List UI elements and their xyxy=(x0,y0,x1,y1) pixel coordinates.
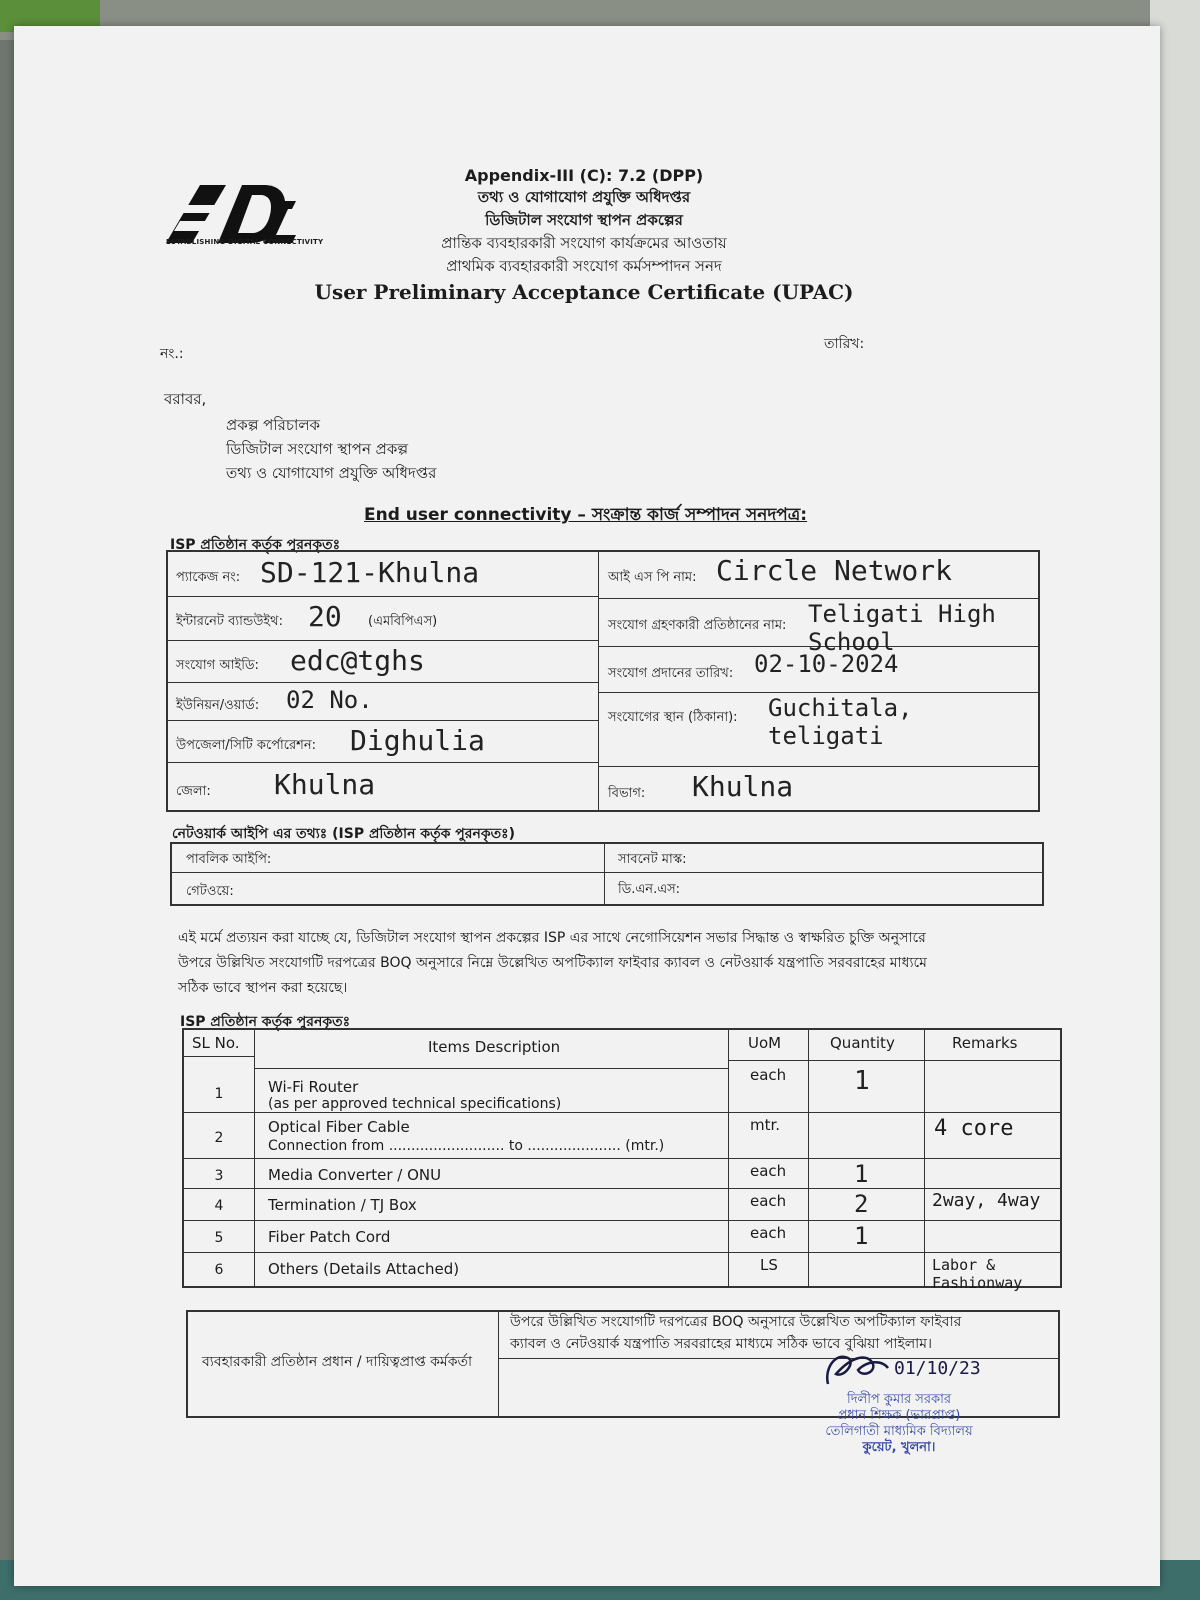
network-heading: নেটওয়ার্ক আইপি এর তথ্যঃ (ISP প্রতিষ্ঠান কর্তৃক পুরনকৃতঃ) xyxy=(172,826,516,842)
row-2-desc: Optical Fiber Cable xyxy=(268,1118,410,1136)
boq-statement-line-2: উপরে উল্লিখিত সংযোগটি দরপত্রের BOQ অনুসারে নিম্নে উল্লেখিত অপটিক্যাল ফাইবার ক্যাবল ও নেটওয়ার্ক যন্ত্রপাতি সরবরাহের মাধ্যমে xyxy=(178,955,927,971)
connection-id-value: edc@tghs xyxy=(290,644,425,677)
bandwidth-label: ইন্টারনেট ব্যান্ডউইথ: xyxy=(176,614,283,629)
row-2-desc-sub: Connection from .......................... to ..................... (mtr.) xyxy=(268,1138,665,1154)
network-table xyxy=(170,842,1044,906)
row-6-desc: Others (Details Attached) xyxy=(268,1260,460,1278)
date-label: তারিখ: xyxy=(824,336,865,352)
row-4-qty: 2 xyxy=(854,1190,869,1218)
program-name: প্রান্তিক ব্যবহারকারী সংযোগ কার্যক্রমের আওতায় xyxy=(441,234,727,252)
appendix-ref: Appendix-III (C): 7.2 (DPP) xyxy=(464,166,704,185)
row-4-uom: each xyxy=(750,1192,787,1210)
district-label: জেলা: xyxy=(176,784,211,799)
recipient-line-2: ডিজিটাল সংযোগ স্থাপন প্রকল্প xyxy=(226,440,409,458)
row-6-remarks: Labor & Fashionway xyxy=(932,1256,1023,1292)
isp-section-heading: ISP প্রতিষ্ঠান কর্তৃক পুরনকৃতঃ xyxy=(170,537,341,553)
bandwidth-unit: (এমবিপিএস) xyxy=(368,614,438,629)
connection-date-value: 02-10-2024 xyxy=(754,650,899,678)
row-3-uom: each xyxy=(750,1162,787,1180)
row-4-desc: Termination / TJ Box xyxy=(268,1196,417,1214)
row-5-qty: 1 xyxy=(854,1222,869,1250)
handwritten-signature xyxy=(822,1348,892,1392)
division-value: Khulna xyxy=(692,770,794,803)
row-2-remarks: 4 core xyxy=(934,1116,1014,1141)
row-2-uom: mtr. xyxy=(750,1116,781,1134)
certificate-title-bn: প্রাথমিক ব্যবহারকারী সংযোগ কর্মসম্পাদন সনদ xyxy=(446,257,722,275)
row-3-desc: Media Converter / ONU xyxy=(268,1166,442,1184)
boq-statement-line-1: এই মর্মে প্রত্যয়ন করা যাচ্ছে যে, ডিজিটাল সংযোগ স্থাপন প্রকল্পের ISP এর সাথে নেগোসিয়েশন সভার সিদ্ধান্ত ও স্বাক্ষরিত চুক্তি অনুসারে xyxy=(178,930,926,946)
public-ip-label: পাবলিক আইপি: xyxy=(186,852,272,867)
dns-label: ডি.এন.এস: xyxy=(618,882,681,897)
confirm-text-line-2: ক্যাবল ও নেটওয়ার্ক যন্ত্রপাতি সরবরাহের মাধ্যমে সঠিক ভাবে বুঝিয়া পাইলাম। xyxy=(510,1336,933,1352)
row-6-sl: 6 xyxy=(214,1262,224,1278)
row-2-sl: 2 xyxy=(214,1130,224,1146)
package-label: প্যাকেজ নং: xyxy=(176,570,241,585)
row-3-qty: 1 xyxy=(854,1160,869,1188)
row-1-sl: 1 xyxy=(214,1086,224,1102)
isp-name-label: আই এস পি নাম: xyxy=(608,570,697,585)
logo-tagline: ESTABLISHING DIGITAL CONNECTIVITY xyxy=(166,238,324,246)
package-value: SD-121-Khulna xyxy=(260,556,480,589)
department-name: তথ্য ও যোগাযোগ প্রযুক্তি অধিদপ্তর xyxy=(477,188,691,206)
gateway-label: গেটওয়ে: xyxy=(186,884,234,899)
isp-name-value: Circle Network xyxy=(716,554,953,587)
section-title: End user connectivity – সংক্রান্ত কার্জ সম্পাদন সনদপত্র: xyxy=(364,505,808,525)
row-4-sl: 4 xyxy=(214,1198,224,1214)
union-value: 02 No. xyxy=(286,686,373,714)
location-value: Guchitala, teligati xyxy=(768,694,913,750)
row-1-uom: each xyxy=(750,1066,787,1084)
connection-date-label: সংযোগ প্রদানের তারিখ: xyxy=(608,666,734,681)
reference-number-label: নং.: xyxy=(160,346,184,362)
stamp-title: প্রধান শিক্ষক (ভারপ্রাপ্ত) xyxy=(837,1408,961,1423)
row-5-uom: each xyxy=(750,1224,787,1242)
items-table xyxy=(182,1028,1062,1292)
row-1-desc-sub: (as per approved technical specifications) xyxy=(268,1096,562,1112)
connection-id-label: সংযোগ আইডি: xyxy=(176,658,259,673)
subnet-label: সাবনেট মাস্ক: xyxy=(618,852,687,867)
project-name: ডিজিটাল সংযোগ স্থাপন প্রকল্পের xyxy=(485,211,683,229)
row-5-desc: Fiber Patch Cord xyxy=(268,1228,391,1246)
row-3-sl: 3 xyxy=(214,1168,224,1184)
col-sl-header: SL No. xyxy=(192,1034,240,1052)
confirm-text-line-1: উপরে উল্লিখিত সংযোগটি দরপত্রের BOQ অনুসারে উল্লেখিত অপটিক্যাল ফাইবার xyxy=(510,1314,962,1330)
stamp-name: দিলীপ কুমার সরকার xyxy=(846,1392,952,1407)
recipient-line-3: তথ্য ও যোগাযোগ প্রযুক্তি অধিদপ্তর xyxy=(226,464,437,482)
receiver-value: Teligati High School xyxy=(808,600,996,656)
upazila-value: Dighulia xyxy=(350,724,485,757)
col-remarks-header: Remarks xyxy=(952,1034,1018,1052)
bandwidth-value: 20 xyxy=(308,600,342,633)
row-1-qty: 1 xyxy=(854,1066,870,1096)
union-label: ইউনিয়ন/ওয়ার্ড: xyxy=(176,698,260,713)
signature-date: 01/10/23 xyxy=(894,1358,981,1379)
upazila-label: উপজেলা/সিটি কর্পোরেশন: xyxy=(176,738,317,753)
certificate-title-en: User Preliminary Acceptance Certificate (UPAC) xyxy=(314,280,854,304)
boq-statement-line-3: সঠিক ভাবে স্থাপন করা হয়েছে। xyxy=(178,980,348,996)
receiver-label: সংযোগ গ্রহণকারী প্রতিষ্ঠানের নাম: xyxy=(608,618,787,633)
isp-info-table xyxy=(166,550,1040,812)
certificate-paper xyxy=(14,26,1160,1586)
recipient-line-1: প্রকল্প পরিচালক xyxy=(226,416,321,434)
division-label: বিভাগ: xyxy=(608,786,646,801)
role-label: ব্যবহারকারী প্রতিষ্ঠান প্রধান / দায়িত্বপ্রাপ্ত কর্মকর্তা xyxy=(202,1354,473,1370)
recipient-to: বরাবর, xyxy=(164,390,207,408)
district-value: Khulna xyxy=(274,768,376,801)
items-heading: ISP প্রতিষ্ঠান কর্তৃক পুরনকৃতঃ xyxy=(180,1014,351,1030)
row-6-uom: LS xyxy=(760,1256,778,1274)
stamp-school: তেলিগাতী মাধ্যমিক বিদ্যালয় xyxy=(825,1424,973,1439)
col-uom-header: UoM xyxy=(748,1034,782,1052)
location-label: সংযোগের স্থান (ঠিকানা): xyxy=(608,710,738,725)
col-quantity-header: Quantity xyxy=(830,1034,895,1052)
col-description-header: Items Description xyxy=(428,1038,561,1056)
row-1-desc: Wi-Fi Router xyxy=(268,1078,359,1096)
stamp-place: কুয়েট, খুলনা। xyxy=(862,1440,936,1455)
row-5-sl: 5 xyxy=(214,1230,224,1246)
row-4-remarks: 2way, 4way xyxy=(932,1190,1041,1211)
